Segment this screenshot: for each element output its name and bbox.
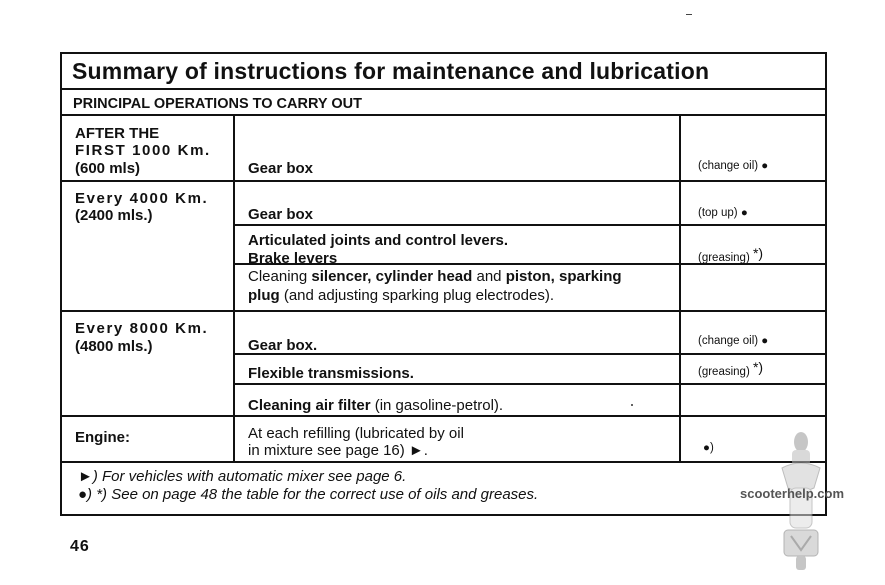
operation-cell: Articulated joints and control levers. <box>248 232 509 249</box>
lubrication-note: ●) <box>703 442 714 454</box>
operation-cell: plug (and adjusting sparking plug electrodes). <box>248 287 554 304</box>
section-subtitle: PRINCIPAL OPERATIONS TO CARRY OUT <box>73 96 362 112</box>
rule-col-1 <box>233 114 235 463</box>
scan-speck <box>631 404 633 406</box>
lubrication-note: (greasing) *) <box>698 359 764 378</box>
interval-line: Every 8000 Km. <box>75 320 209 337</box>
interval-line: AFTER THE <box>75 125 160 142</box>
rule-row-2 <box>60 310 827 312</box>
rule-row-3b <box>234 383 827 385</box>
lubrication-note: (change oil) ● <box>698 335 769 347</box>
rule-row-3a <box>234 353 827 355</box>
footnote-mark: *) <box>752 245 764 261</box>
operation-cell: Flexible transmissions. <box>248 365 414 382</box>
interval-line: (2400 mls.) <box>75 207 153 224</box>
rule-row-4 <box>60 461 827 463</box>
rule-row-3 <box>60 415 827 417</box>
rule-under-subtitle <box>60 114 827 116</box>
operation-cell: Cleaning air filter (in gasoline-petrol). <box>248 397 504 414</box>
scan-mark <box>686 14 692 15</box>
page-title: Summary of instructions for maintenance and lubrication <box>72 58 710 84</box>
operation-cell: Cleaning silencer, cylinder head and piston, sparking <box>248 268 622 285</box>
interval-line: Engine: <box>75 429 130 446</box>
operation-cell: At each refilling (lubricated by oil <box>248 425 464 442</box>
interval-line: Every 4000 Km. <box>75 190 209 207</box>
rule-row-1 <box>60 180 827 182</box>
operation-cell: Brake levers <box>248 250 338 267</box>
footnote-mark: *) <box>752 359 764 375</box>
operation-cell: Gear box <box>248 160 314 177</box>
operation-cell: in mixture see page 16) ►. <box>248 442 428 459</box>
rule-under-title <box>60 88 827 90</box>
lubrication-note: (greasing) *) <box>698 245 764 264</box>
scooter-logo-icon <box>774 428 828 574</box>
interval-line: (600 mls) <box>75 160 141 177</box>
footnote: ●) *) See on page 48 the table for the correct use of oils and greases. <box>78 486 539 503</box>
footnote: ►) For vehicles with automatic mixer see page 6. <box>78 468 407 485</box>
operation-cell: Gear box <box>248 206 314 223</box>
lubrication-note: (top up) ● <box>698 207 748 219</box>
interval-line: (4800 mls.) <box>75 338 153 355</box>
rule-col-2 <box>679 114 681 463</box>
lubrication-note: (change oil) ● <box>698 160 769 172</box>
rule-row-2a <box>234 224 827 226</box>
watermark-text: scooterhelp.com <box>740 486 845 501</box>
interval-line: FIRST 1000 Km. <box>75 142 211 159</box>
page-number: 46 <box>70 538 90 555</box>
operation-cell: Gear box. <box>248 337 318 354</box>
